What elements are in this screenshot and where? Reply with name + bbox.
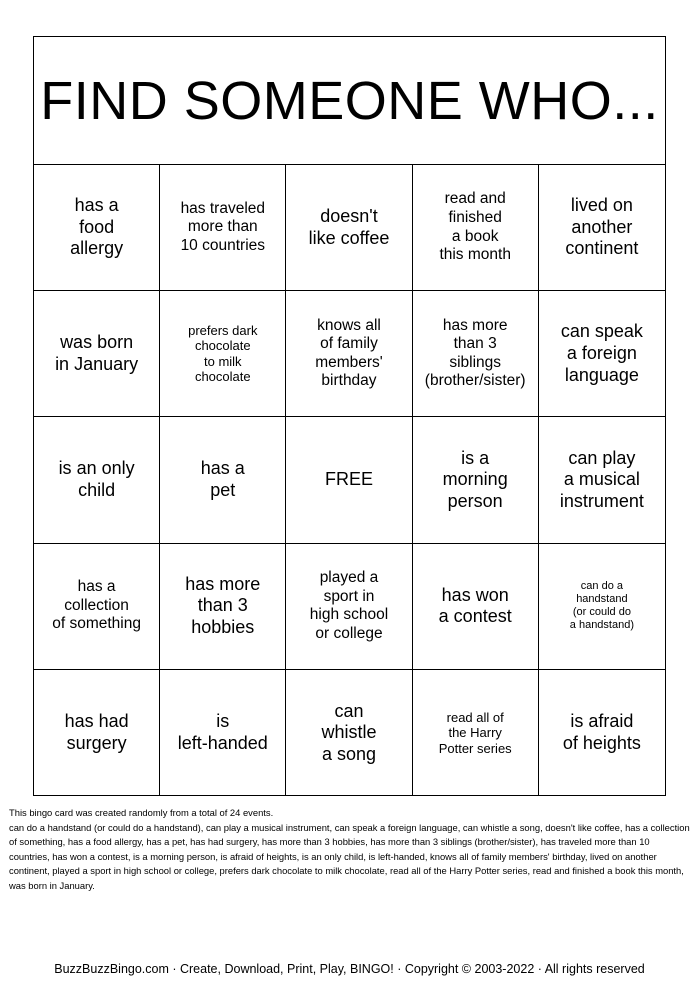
bingo-cell[interactable]: is a morning person bbox=[413, 417, 539, 543]
bingo-cell[interactable]: knows all of family members' birthday bbox=[286, 291, 412, 417]
bingo-cell[interactable]: played a sport in high school or college bbox=[286, 544, 412, 670]
bingo-cell[interactable]: has more than 3 siblings (brother/sister) bbox=[413, 291, 539, 417]
bingo-cell[interactable]: has traveled more than 10 countries bbox=[160, 165, 286, 291]
bingo-cell[interactable]: is left-handed bbox=[160, 670, 286, 796]
bingo-card bbox=[33, 36, 666, 796]
bingo-cell[interactable]: has had surgery bbox=[34, 670, 160, 796]
bingo-cell[interactable]: is afraid of heights bbox=[562, 711, 641, 753]
info-events-list: can do a handstand (or could do a handstand), can play a musical instrument, can speak a foreign language, can whistle a song, doesn't like coffee, has a collection of something, has a food allergy, has a pet, has had surgery, has more than 3 hobbies, has more than 3 siblings (brother/sister), has traveled more than 10 countries, has won a contest, is a morning person, is afraid of heights, is an only child, is left-handed, knows all of family members' birthday, lived on another continent, played a sport in high school or college, prefers dark chocolate to milk chocolate, read all of the Harry Potter series, read and finished a book this month, was born in January. bbox=[9, 821, 690, 891]
bingo-cell[interactable]: has a collection of something bbox=[34, 544, 160, 670]
bingo-cell[interactable]: is an only child bbox=[34, 417, 160, 543]
card-info bbox=[9, 806, 691, 893]
info-summary: This bingo card was created randomly from a total of 24 events. bbox=[9, 807, 274, 818]
bingo-cell[interactable]: read all of the Harry Potter series bbox=[413, 670, 539, 796]
bingo-cell[interactable]: has won a contest bbox=[413, 544, 539, 670]
bingo-cell[interactable]: has a pet bbox=[160, 417, 286, 543]
bingo-cell[interactable]: doesn't like coffee bbox=[286, 165, 412, 291]
free-space-cell[interactable]: FREE bbox=[286, 417, 412, 543]
bingo-cell[interactable]: has more than 3 hobbies bbox=[160, 544, 286, 670]
bingo-cell[interactable]: can do a handstand (or could do a handstand) bbox=[539, 544, 665, 670]
bingo-cell[interactable]: was born in January bbox=[34, 291, 160, 417]
bingo-cell[interactable]: has a food allergy bbox=[34, 165, 160, 291]
bingo-cell[interactable]: read and finished a book this month bbox=[413, 165, 539, 291]
bingo-cell[interactable]: can speak a foreign language bbox=[539, 291, 665, 417]
bingo-cell[interactable]: can play a musical instrument bbox=[539, 417, 665, 543]
bingo-cell[interactable]: prefers dark chocolate to milk chocolate bbox=[160, 291, 286, 417]
card-title: FIND SOMEONE WHO... bbox=[34, 37, 665, 165]
bingo-grid bbox=[34, 165, 665, 796]
bingo-cell[interactable]: lived on another continent bbox=[539, 165, 665, 291]
bingo-cell[interactable]: can whistle a song bbox=[286, 670, 412, 796]
footer-copyright: BuzzBuzzBingo.com · Create, Download, Print, Play, BINGO! · Copyright © 2003-2022 · All rights reserved bbox=[54, 962, 645, 976]
